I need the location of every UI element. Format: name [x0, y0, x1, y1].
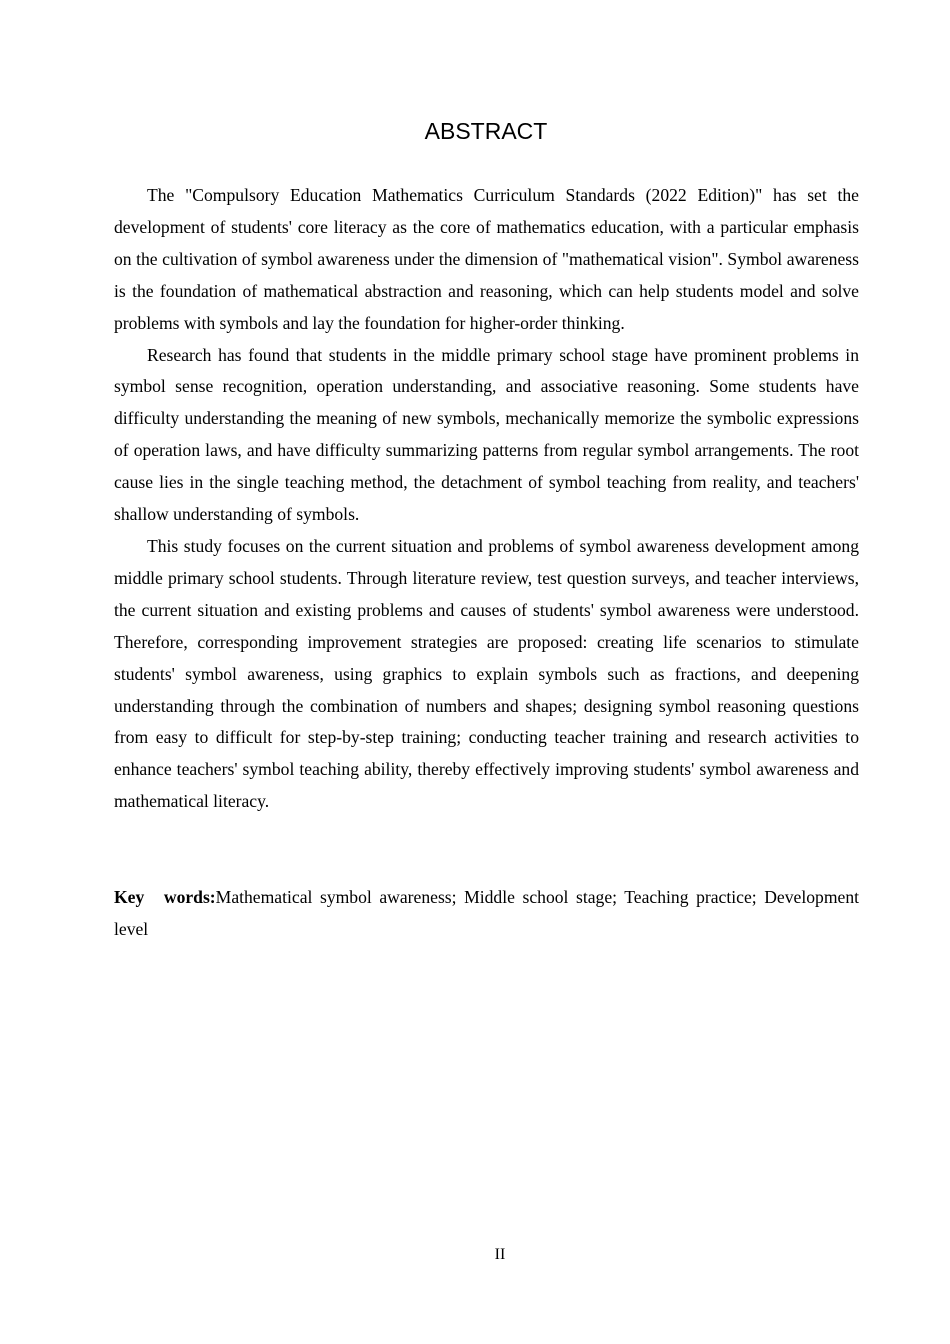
abstract-paragraph-3: This study focuses on the current situation and problems of symbol awareness development among middle primary school students. Through literature review, test question surveys, and teacher interviews, the current situation and existing problems and causes of students' symbol awareness were understood. Therefore, corresponding improvement strategies are proposed: creating life scenarios to stimulate students' symbol awareness, using graphics to explain symbols such as fractions, and deepening understanding through the combination of numbers and shapes; designing symbol reasoning questions from easy to difficult for step-by-step training; conducting teacher training and research activities to enhance teachers' symbol teaching ability, thereby effectively improving students' symbol awareness and mathematical literacy.	[114, 535, 859, 812]
abstract-title: ABSTRACT	[424, 118, 548, 144]
page-number: II	[494, 1246, 506, 1263]
abstract-paragraph-1: The "Compulsory Education Mathematics Curriculum Standards (2022 Edition)" has set the development of students' core literacy as the core of mathematics education, with a particular emphasis on the cultivation of symbol awareness under the dimension of "mathematical vision". Symbol awareness is the foundation of mathematical abstraction and reasoning, which can help students model and solve problems with symbols and lay the foundation for higher-order thinking.	[114, 185, 859, 333]
abstract-paragraph-2: Research has found that students in the middle primary school stage have prominent problems in symbol sense recognition, operation understanding, and associative reasoning. Some students have difficulty understanding the meaning of new symbols, mechanically memorize the symbolic expressions of operation laws, and have difficulty summarizing patterns from regular symbol arrangements. The root cause lies in the single teaching method, the detachment of symbol teaching from reality, and teachers' shallow understanding of symbols.	[114, 344, 859, 525]
abstract-body	[114, 180, 859, 818]
keywords-label: Key words:	[114, 887, 216, 907]
keywords-line	[114, 882, 859, 946]
keywords-text: Mathematical symbol awareness; Middle school stage; Teaching practice; Development level	[114, 887, 859, 939]
